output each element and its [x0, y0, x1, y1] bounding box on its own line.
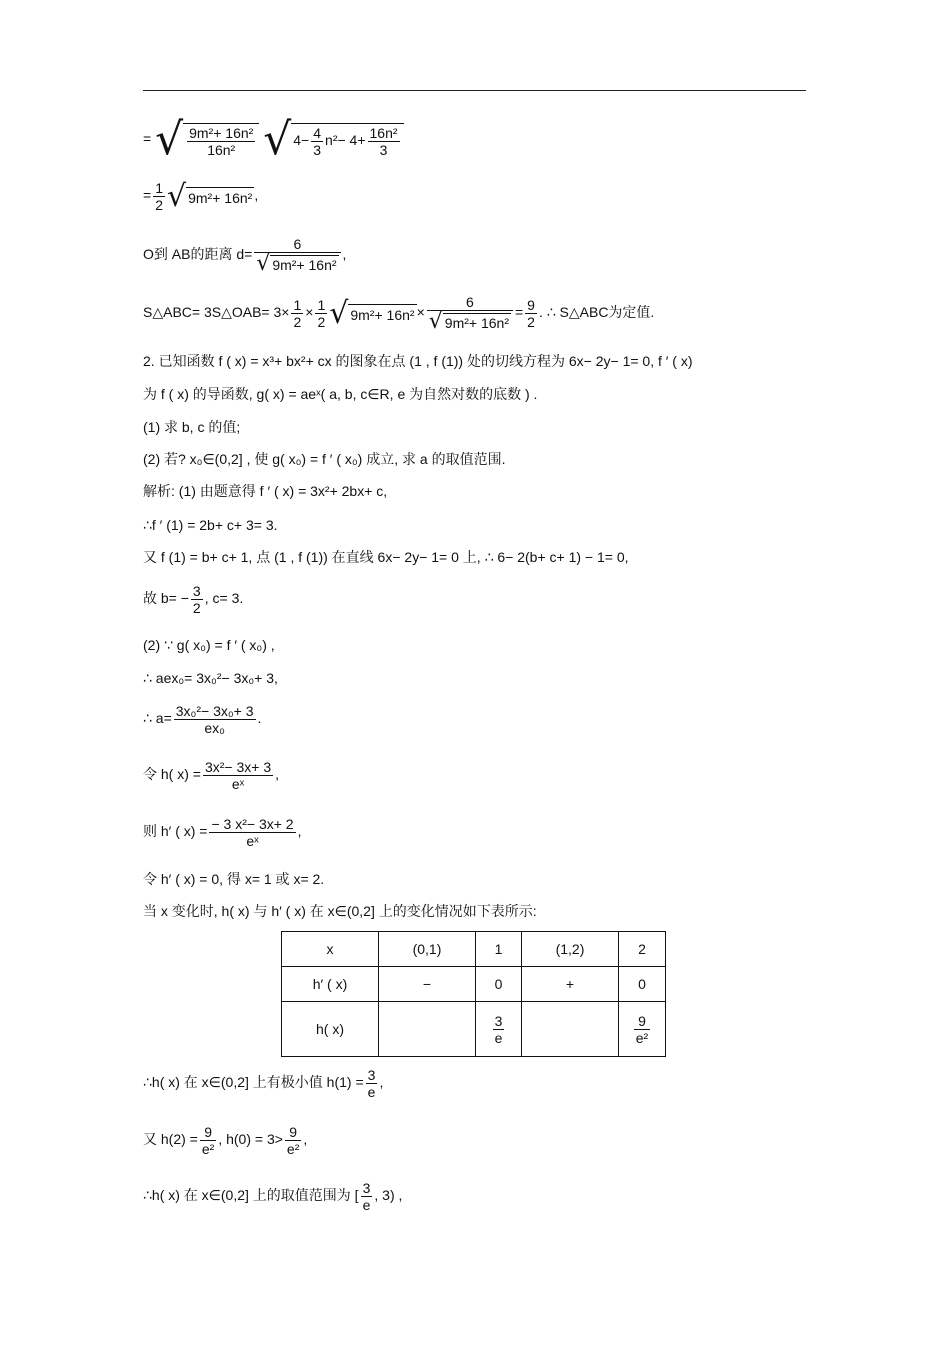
radicand: 9m²+ 16n²	[444, 315, 509, 331]
solution-line-4	[143, 583, 243, 616]
times-sign: ×	[305, 304, 314, 321]
equals-sign: =	[143, 130, 152, 147]
radicand: 9m²+ 16n²	[186, 187, 254, 207]
equals-sign: =	[143, 187, 152, 204]
expr-text: , 3) ,	[374, 1187, 403, 1204]
fraction-numerator: 6	[293, 236, 302, 252]
fraction-denominator: e	[362, 1197, 371, 1213]
distance-text: O到 AB的距离 d=	[143, 246, 253, 263]
sqrt-expression: √ 9m²+ 16n²	[166, 178, 253, 214]
fraction-numerator: 9	[204, 1124, 212, 1140]
fraction-numerator: 9	[638, 1012, 646, 1029]
fraction-numerator: 4	[313, 124, 322, 141]
table-cell	[476, 1002, 522, 1057]
expr-text: ∴h( x) 在 x∈(0,2] 上的取值范围为 [	[143, 1187, 359, 1204]
punct: ,	[275, 766, 280, 783]
punct: ,	[297, 823, 302, 840]
fraction-denominator: ex₀	[174, 719, 256, 736]
fraction-denominator: e²	[201, 1141, 215, 1157]
table-cell	[522, 1002, 619, 1057]
problem-2-line-2: 为 f ( x) 的导函数, g( x) = aeˣ( a, b, c∈R, e 为自然对数的底数 ) .	[143, 386, 538, 402]
fraction-numerator: 3	[494, 1012, 503, 1029]
area-text: S△ABC= 3S△OAB= 3×	[143, 304, 290, 321]
solution-line-7	[143, 703, 261, 736]
sqrt-expression: √ $\frac{\text{9m²+ 16n²}}{\text{16n²}}$	[155, 118, 259, 162]
table-cell: (0,1)	[379, 932, 476, 967]
table-cell: +	[522, 967, 619, 1002]
solution-line-8	[143, 759, 279, 792]
solution-line-14	[143, 1180, 402, 1213]
fraction-denominator: e	[367, 1084, 376, 1100]
fraction-denominator: 2	[317, 314, 326, 330]
fraction-numerator: − 3 x²− 3x+ 2	[211, 816, 294, 832]
expr-text: , h(0) = 3>	[218, 1131, 283, 1148]
punct: ,	[254, 187, 259, 204]
fraction-numerator: 1	[317, 297, 326, 313]
fraction-denominator: 3	[368, 141, 400, 158]
expr-text: 4−	[293, 131, 310, 148]
table-cell: 2	[619, 932, 666, 967]
table-row	[282, 967, 666, 1002]
sqrt-expression: √ 9m²+ 16n²	[428, 309, 509, 334]
fraction-denominator: 16n²	[187, 141, 255, 158]
table-row	[282, 1002, 666, 1057]
distance-line	[143, 236, 346, 275]
solution-line-10: 令 h′ ( x) = 0, 得 x= 1 或 x= 2.	[143, 871, 325, 887]
solution-line-6: ∴ aex₀= 3x₀²− 3x₀+ 3,	[143, 670, 278, 686]
expr-text: 令 h( x) =	[143, 766, 201, 783]
expr-text: n²− 4+	[325, 131, 366, 148]
solution-line-13	[143, 1124, 307, 1157]
solution-line-3: 又 f (1) = b+ c+ 1, 点 (1 , f (1)) 在直线 6x− 2y− 1= 0 上, ∴ 6− 2(b+ c+ 1) − 1= 0,	[143, 549, 629, 565]
expr-text: 又 h(2) =	[143, 1131, 198, 1148]
fraction-denominator: 2	[293, 314, 302, 330]
fraction-numerator: 3	[362, 1180, 371, 1196]
table-cell: (1,2)	[522, 932, 619, 967]
radicand: 9m²+ 16n²	[348, 304, 416, 324]
table-row	[282, 932, 666, 967]
fraction-numerator: 3x²− 3x+ 3	[204, 759, 272, 775]
fraction-denominator: eˣ	[203, 775, 273, 792]
fraction-numerator: 6	[465, 294, 474, 310]
times-sign: ×	[416, 304, 425, 321]
punct: ,	[342, 246, 347, 263]
table-cell: 1	[476, 932, 522, 967]
expr-text: ∴h( x) 在 x∈(0,2] 上有极小值 h(1) =	[143, 1074, 364, 1091]
solution-line-5: (2) ∵ g( x₀) = f ′ ( x₀) ,	[143, 637, 275, 653]
fraction-numerator: 9	[527, 297, 535, 313]
solution-line-1: 解析: (1) 由题意得 f ′ ( x) = 3x²+ 2bx+ c,	[143, 483, 388, 499]
problem-2-line-1: 2. 已知函数 f ( x) = x³+ bx²+ cx 的图象在点 (1 , f (1)) 处的切线方程为 6x− 2y− 1= 0, f ′ ( x)	[143, 353, 693, 369]
expr-text: 则 h′ ( x) =	[143, 823, 208, 840]
punct: ,	[379, 1074, 384, 1091]
table-cell: x	[282, 932, 379, 967]
fraction-denominator: 2	[155, 197, 163, 213]
fraction-numerator: 1	[293, 297, 302, 313]
fraction-denominator: e²	[286, 1141, 300, 1157]
table-cell: h′ ( x)	[282, 967, 379, 1002]
punct: ,	[303, 1131, 308, 1148]
area-line	[143, 294, 654, 333]
equation-line-1	[143, 114, 404, 165]
fraction-denominator: 3	[313, 141, 322, 158]
fraction-denominator: 2	[192, 600, 201, 616]
sqrt-expression: √ 4− $\frac{4}{3}$ n²− 4+ $\frac{\text{16n²}}{3}$	[263, 118, 403, 162]
expr-text: ∴ a=	[143, 710, 172, 727]
solution-line-11: 当 x 变化时, h( x) 与 h′ ( x) 在 x∈(0,2] 上的变化情况如下表所示:	[143, 903, 537, 919]
fraction-numerator: 3	[367, 1067, 376, 1083]
punct: .	[257, 710, 262, 727]
header-rule	[143, 90, 806, 91]
solution-line-12	[143, 1067, 383, 1100]
equation-line-2	[143, 180, 258, 213]
table-cell: 0	[476, 967, 522, 1002]
expr-text: , c= 3.	[204, 590, 244, 607]
sqrt-expression: √ 9m²+ 16n²	[329, 295, 415, 331]
fraction-numerator: 16n²	[369, 124, 398, 141]
variation-table	[281, 931, 666, 1057]
fraction-numerator: 3x₀²− 3x₀+ 3	[175, 703, 254, 719]
area-conclusion: . ∴ S△ABC为定值.	[538, 304, 655, 321]
fraction-numerator: 1	[155, 180, 163, 196]
table-cell: h( x)	[282, 1002, 379, 1057]
radicand: 9m²+ 16n²	[272, 257, 337, 273]
fraction-denominator: 2	[527, 314, 535, 330]
fraction-denominator: e	[494, 1029, 503, 1046]
solution-line-9	[143, 816, 301, 849]
table-cell: −	[379, 967, 476, 1002]
fraction-numerator: 9	[289, 1124, 298, 1140]
fraction-denominator: e²	[635, 1029, 649, 1046]
fraction-denominator: eˣ	[209, 832, 295, 849]
equals-sign: =	[514, 304, 524, 321]
solution-line-2: ∴f ′ (1) = 2b+ c+ 3= 3.	[143, 517, 278, 533]
sqrt-expression: √ 9m²+ 16n²	[256, 251, 337, 276]
problem-2-part-2: (2) 若? x₀∈(0,2] , 使 g( x₀) = f ′ ( x₀) 成立, 求 a 的取值范围.	[143, 451, 506, 467]
expr-text: 故 b= −	[143, 590, 189, 607]
fraction-numerator: 9m²+ 16n²	[189, 124, 254, 141]
table-cell	[619, 1002, 666, 1057]
fraction-numerator: 3	[192, 583, 201, 599]
table-cell: 0	[619, 967, 666, 1002]
problem-2-part-1: (1) 求 b, c 的值;	[143, 419, 241, 435]
table-cell	[379, 1002, 476, 1057]
